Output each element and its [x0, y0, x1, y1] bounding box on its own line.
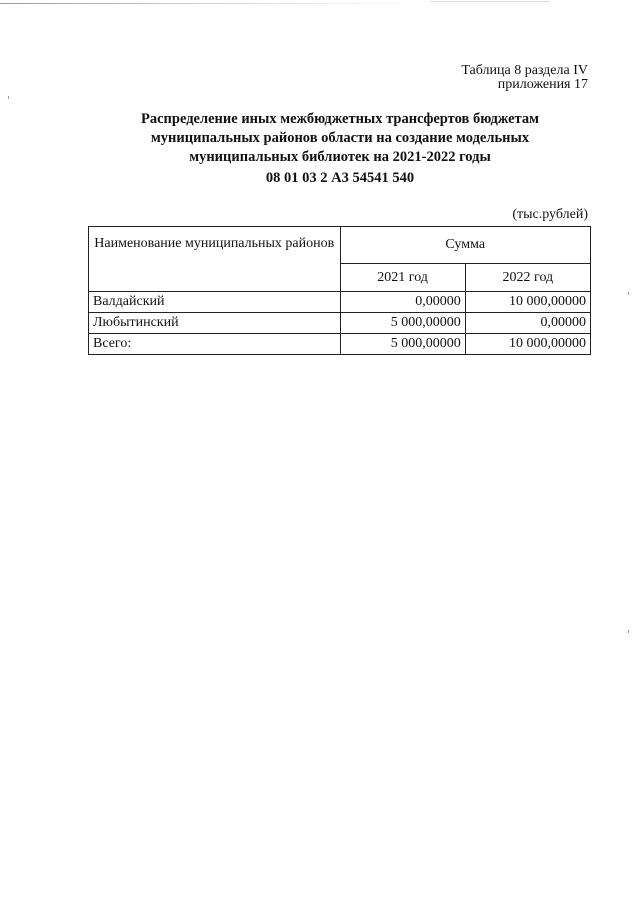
table-reference-line2: приложения 17: [497, 77, 588, 92]
header-year-2022: 2022 год: [465, 264, 590, 292]
transfers-table: [88, 226, 591, 355]
table-reference-line1: Таблица 8 раздела IV: [461, 63, 588, 78]
title-line2: муниципальных районов области на создание модельных: [150, 130, 530, 146]
scan-artifact-dot: [628, 630, 629, 633]
amount-2021: 5 000,00000: [340, 313, 465, 334]
title-line3: муниципальных библиотек на 2021-2022 годы: [189, 149, 491, 165]
document-title: [90, 110, 590, 167]
budget-code: 08 01 03 2 А3 54541 540: [265, 170, 415, 186]
header-district-name: Наименование муниципальных районов: [89, 227, 341, 292]
amount-2022: 0,00000: [465, 313, 590, 334]
header-year-2021: 2021 год: [340, 264, 465, 292]
table-reference: [461, 64, 588, 92]
total-2022: 10 000,00000: [465, 334, 590, 355]
total-2021: 5 000,00000: [340, 334, 465, 355]
scan-artifact-line: [0, 3, 420, 4]
header-sum: Сумма: [340, 227, 591, 264]
amount-2021: 0,00000: [340, 292, 465, 313]
table-header-row: [89, 227, 591, 264]
units-label: (тыс.рублей): [512, 207, 588, 222]
title-line1: Распределение иных межбюджетных трансфертов бюджетам: [141, 111, 539, 127]
amount-2022: 10 000,00000: [465, 292, 590, 313]
table-total-row: [89, 334, 591, 355]
scan-artifact-line: [430, 1, 550, 2]
district-name: Любытинский: [89, 313, 341, 334]
total-label: Всего:: [89, 334, 341, 355]
scan-artifact-dot: [8, 96, 9, 99]
table-row: [89, 292, 591, 313]
scan-artifact-dot: [628, 292, 629, 295]
district-name: Валдайский: [89, 292, 341, 313]
table-row: [89, 313, 591, 334]
